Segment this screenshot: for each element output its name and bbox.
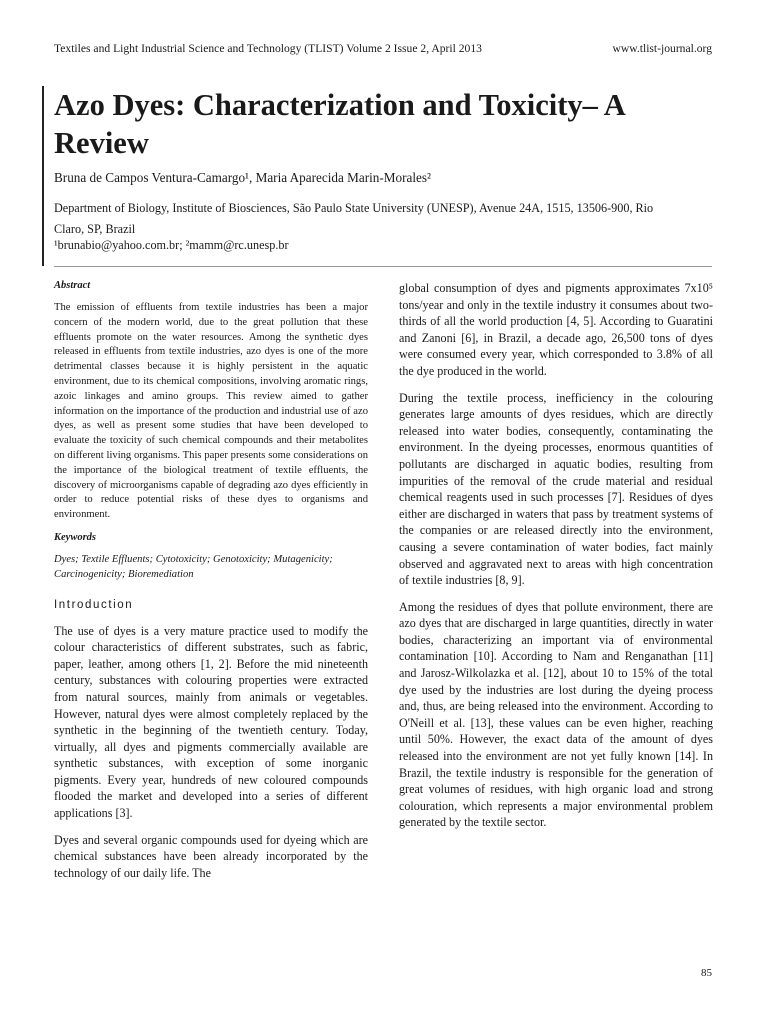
- author-list: Bruna de Campos Ventura-Camargo¹, Maria Aparecida Marin-Morales²: [54, 170, 431, 185]
- title-accent-bar: [42, 86, 44, 266]
- intro-paragraph-2: Dyes and several organic compounds used for dyeing which are chemical substances have been already incorporated by the technology of our daily life. The: [54, 832, 368, 880]
- page-number: 85: [701, 967, 712, 979]
- intro-paragraph-1: The use of dyes is a very mature practice used to modify the colour characteristics of different substrates, such as fabric, paper, leather, among others [1, 2]. Before the mid nineteenth century, substances with colouring properties were extracted from natural sources, mainly from animals or vegetables. However, natural dyes were almost completely replaced by the synthetic in the beginning of the twentieth century. Today, virtually, all dyes and pigments commercially available are synthetic substances, with exception of some inorganic pigments. Every year, hundreds of new coloured compounds flooded the market and developed into a series of different applications [3].: [54, 623, 368, 821]
- keywords-text: Dyes; Textile Effluents; Cytotoxicity; Genotoxicity; Mutagenicity; Carcinogenicity; Bioremediation: [54, 553, 333, 580]
- header-divider: [54, 266, 712, 267]
- author-emails[interactable]: ¹brunabio@yahoo.com.br; ²mamm@rc.unesp.br: [54, 238, 289, 252]
- keywords-heading: Keywords: [54, 531, 96, 543]
- article-title: Azo Dyes: Characterization and Toxicity– A Review: [54, 88, 625, 160]
- running-header: [54, 42, 712, 55]
- left-column: [54, 280, 368, 891]
- journal-name: Textiles and Light Industrial Science and Technology (TLIST) Volume 2 Issue 2, April 2013: [54, 42, 482, 55]
- abstract-text: The emission of effluents from textile industries has been a major concern of the modern world, due to the great pollution that these effluents promote on the water resources. Among the synthetic dyes released in effluents from textile industries, azo dyes is one of the more detrimental classes because it is highly persistent in the aquatic environment, due to its chemical compositions, involving aromatic rings, azoic linkages and amino groups. This review aimed to gather information on the importance of the production and industrial use of azo dyes, as well as present some studies that have been developed to evaluate the toxicity of such chemical compounds and their metabolites on different living organisms. This paper presents some considerations on the importance of the biological treatment of textile effluents, the discovery of microorganisms capable of degrading azo dyes efficiently in order to reduce potential risks of these dyes to organisms and environment.: [54, 302, 368, 521]
- introduction-heading: Introduction: [54, 598, 134, 611]
- affiliation: Department of Biology, Institute of Biosciences, São Paulo State University (UNESP), Avenue 24A, 1515, 13506-900, Rio Claro, SP, Brazil: [54, 201, 654, 236]
- abstract-heading: Abstract: [54, 280, 91, 291]
- right-paragraph-1: global consumption of dyes and pigments approximates 7x10⁵ tons/year and only in the textile industry it consumes about two-thirds of all the world production [4, 5]. According to Guaratini and Zanoni [6], in Brazil, a decade ago, 26,500 tons of dyes were consumed every year, which corresponded to 3.8% of all the dye produced in the world.: [399, 281, 713, 378]
- journal-url[interactable]: www.tlist-journal.org: [612, 42, 712, 55]
- right-column: [399, 280, 713, 841]
- right-paragraph-3: Among the residues of dyes that pollute environment, there are azo dyes that are discharged in large quantities, directly in water bodies, characterizing an important via of environmental contamination [10]. According to Nam and Renganathan [11] and Jarosz-Wilkolazka et al. [12], about 10 to 15% of the total dye used by the industries are lost during the dyeing process and, thus, are being released into the environment. According to O'Neill et al. [13], these values can be even higher, reaching until 50%. However, the exact data of the amount of dyes released into the environment are not yet fully known [14]. In Brazil, the textile industry is responsible for the generation of great volumes of residues, with high organic load and strong colouration, which represents a major environmental problem generated by the textile sector.: [399, 599, 713, 830]
- right-paragraph-2: During the textile process, inefficiency in the colouring generates large amounts of dyes residues, which are directly released into water bodies, consequently, contaminating the environment. In the dyeing processes, enormous quantities of pollutants are discharged in aquatic bodies, resulting from impurities of the removal of the crude material and residual chemical reagents used in such processes [7]. Residues of dyes either are discharged in waters that pass by treatment systems of the companies or are released directly into the environment, causing a severe contamination of water bodies, fact mainly observed and aggravated next to areas with high concentration of textile industries [8, 9].: [399, 390, 713, 588]
